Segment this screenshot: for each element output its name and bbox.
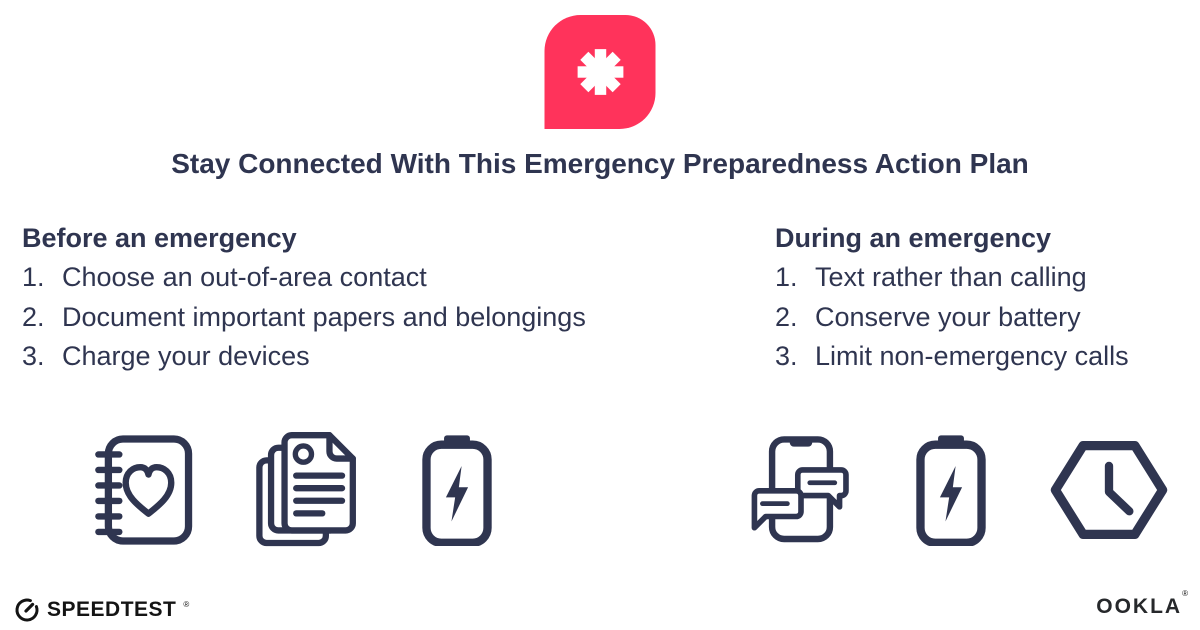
section-during-emergency [775,218,1195,377]
list-text: Limit non-emergency calls [815,341,1129,371]
downdetector-asterisk-icon [545,15,656,129]
charged-battery-icon [914,434,988,546]
speedtest-logo [14,596,189,624]
list-item [22,337,722,377]
list-number: 3. [22,341,45,371]
during-icons-row [748,428,1170,552]
speedtest-wordmark: SPEEDTEST [47,598,177,621]
before-icons-row [92,428,494,552]
list-item [22,298,722,338]
list-number: 1. [22,262,45,292]
list-number: 3. [775,341,798,371]
speedtest-trademark: ® [183,599,190,609]
phone-text-messages-icon [748,428,854,552]
list-item [775,258,1195,298]
asterisk-glyph [565,37,635,107]
section-heading: During an emergency [775,223,1052,253]
list-item [22,258,722,298]
list-text: Choose an out-of-area contact [62,262,427,292]
ookla-logo [1096,589,1188,621]
clock-hexagon-icon [1048,436,1170,544]
speedtest-gauge-icon [14,597,40,623]
list-number: 2. [775,301,798,332]
list-number: 1. [775,262,798,292]
list-text: Charge your devices [62,341,310,371]
page-title: Stay Connected With This Emergency Preparedness Action Plan [171,148,1029,179]
list-text: Text rather than calling [815,262,1087,292]
charged-battery-icon [420,434,494,546]
section-before-emergency [22,218,722,377]
section-heading: Before an emergency [22,223,297,253]
list-item [775,298,1195,338]
important-documents-icon [254,428,360,552]
list-item [775,337,1195,377]
list-text: Document important papers and belongings [62,301,586,332]
ookla-trademark: ® [1182,589,1188,598]
list-number: 2. [22,301,45,332]
contact-notebook-icon [92,430,194,550]
ookla-wordmark: OOKLA [1096,595,1183,618]
list-text: Conserve your battery [815,301,1081,332]
